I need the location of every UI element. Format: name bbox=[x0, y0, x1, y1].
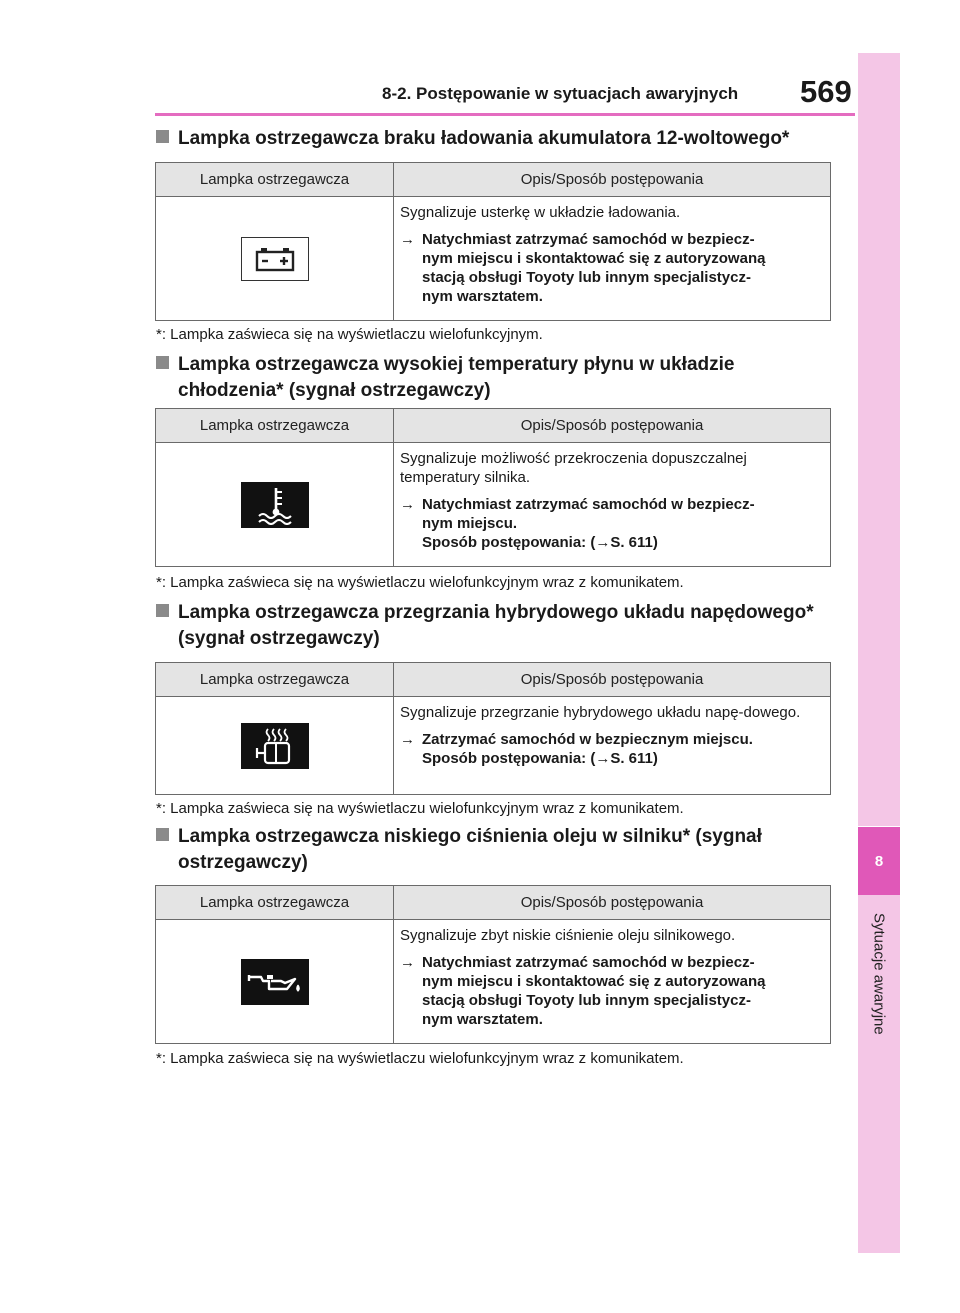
section-heading-coolant: Lampka ostrzegawcza wysokiej temperatury płynu w układzie chłodzenia* (sygnał ostrzegawczy) bbox=[156, 352, 846, 404]
chapter-tab-top bbox=[858, 53, 900, 826]
heading-bullet bbox=[156, 604, 169, 617]
heading-bullet bbox=[156, 130, 169, 143]
description-cell bbox=[394, 197, 830, 321]
battery-charge-icon bbox=[241, 237, 309, 281]
description-cell bbox=[394, 697, 830, 795]
description-text: Sygnalizuje możliwość przekroczenia dopuszczalnej temperatury silnika. bbox=[400, 450, 747, 486]
table-header bbox=[156, 886, 830, 920]
chapter-label: Sytuacje awaryjne bbox=[870, 913, 888, 1035]
description-text: Sygnalizuje przegrzanie hybrydowego układu napę-dowego. bbox=[400, 704, 801, 721]
table-header bbox=[156, 409, 830, 443]
action-text: → Natychmiast zatrzymać samochód w bezpiecz- nym miejscu i skontaktować się z autoryzowaną stacją obsługi Toyoty lub innym specjalistycz- nym warsztatem. bbox=[400, 231, 766, 305]
column-header-lamp: Lampka ostrzegawcza bbox=[156, 163, 394, 196]
chapter-number-tab: 8 bbox=[858, 827, 900, 895]
warning-table-hybrid bbox=[155, 662, 831, 795]
footnote: *: Lampka zaświeca się na wyświetlaczu wielofunkcyjnym wraz z komunikatem. bbox=[156, 574, 684, 591]
warning-table-battery bbox=[155, 162, 831, 321]
table-row bbox=[156, 443, 830, 567]
section-title: 8-2. Postępowanie w sytuacjach awaryjnych bbox=[382, 84, 739, 103]
page-number: 569 bbox=[800, 74, 852, 109]
table-row bbox=[156, 197, 830, 321]
footnote: *: Lampka zaświeca się na wyświetlaczu wielofunkcyjnym wraz z komunikatem. bbox=[156, 1050, 684, 1067]
description-text: Sygnalizuje usterkę w układzie ładowania. bbox=[400, 204, 681, 221]
lamp-cell bbox=[156, 697, 394, 795]
column-header-description: Opis/Sposób postępowania bbox=[520, 894, 704, 911]
lamp-cell bbox=[156, 197, 394, 321]
table-row bbox=[156, 920, 830, 1044]
column-header-lamp: Lampka ostrzegawcza bbox=[156, 409, 394, 442]
lamp-cell bbox=[156, 920, 394, 1044]
action-text: → Natychmiast zatrzymać samochód w bezpiecz- nym miejscu i skontaktować się z autoryzowaną stacją obsługi Toyoty lub innym specjalistycz- nym warsztatem. bbox=[400, 954, 766, 1028]
warning-table-coolant bbox=[155, 408, 831, 567]
column-header-lamp: Lampka ostrzegawcza bbox=[156, 663, 394, 696]
oil-pressure-icon bbox=[241, 959, 309, 1005]
description-cell bbox=[394, 920, 830, 1044]
column-header-description: Opis/Sposób postępowania bbox=[520, 671, 704, 688]
table-header bbox=[156, 663, 830, 697]
action-text: → Zatrzymać samochód w bezpiecznym miejscu. Sposób postępowania: (→S. 611) bbox=[400, 731, 753, 767]
table-header bbox=[156, 163, 830, 197]
header-rule bbox=[155, 113, 855, 116]
description-cell bbox=[394, 443, 830, 567]
table-row bbox=[156, 697, 830, 795]
column-header-lamp: Lampka ostrzegawcza bbox=[156, 886, 394, 919]
section-heading-oil: Lampka ostrzegawcza niskiego ciśnienia oleju w silniku* (sygnał ostrzegawczy) bbox=[156, 824, 846, 876]
description-text: Sygnalizuje zbyt niskie ciśnienie oleju silnikowego. bbox=[400, 927, 736, 944]
heading-bullet bbox=[156, 356, 169, 369]
section-heading-battery: Lampka ostrzegawcza braku ładowania akumulatora 12-woltowego* bbox=[156, 126, 846, 152]
lamp-cell bbox=[156, 443, 394, 567]
section-heading-hybrid: Lampka ostrzegawcza przegrzania hybrydowego układu napędowego* (sygnał ostrzegawczy) bbox=[156, 600, 846, 652]
action-text: → Natychmiast zatrzymać samochód w bezpiecz- nym miejscu. Sposób postępowania: (→S. 611) bbox=[400, 496, 755, 551]
column-header-description: Opis/Sposób postępowania bbox=[520, 171, 704, 188]
column-header-description: Opis/Sposób postępowania bbox=[520, 417, 704, 434]
hybrid-system-overheat-icon bbox=[241, 723, 309, 769]
warning-table-oil bbox=[155, 885, 831, 1044]
footnote: *: Lampka zaświeca się na wyświetlaczu wielofunkcyjnym wraz z komunikatem. bbox=[156, 800, 684, 817]
footnote: *: Lampka zaświeca się na wyświetlaczu wielofunkcyjnym. bbox=[156, 326, 543, 343]
coolant-temperature-icon bbox=[241, 482, 309, 528]
heading-bullet bbox=[156, 828, 169, 841]
